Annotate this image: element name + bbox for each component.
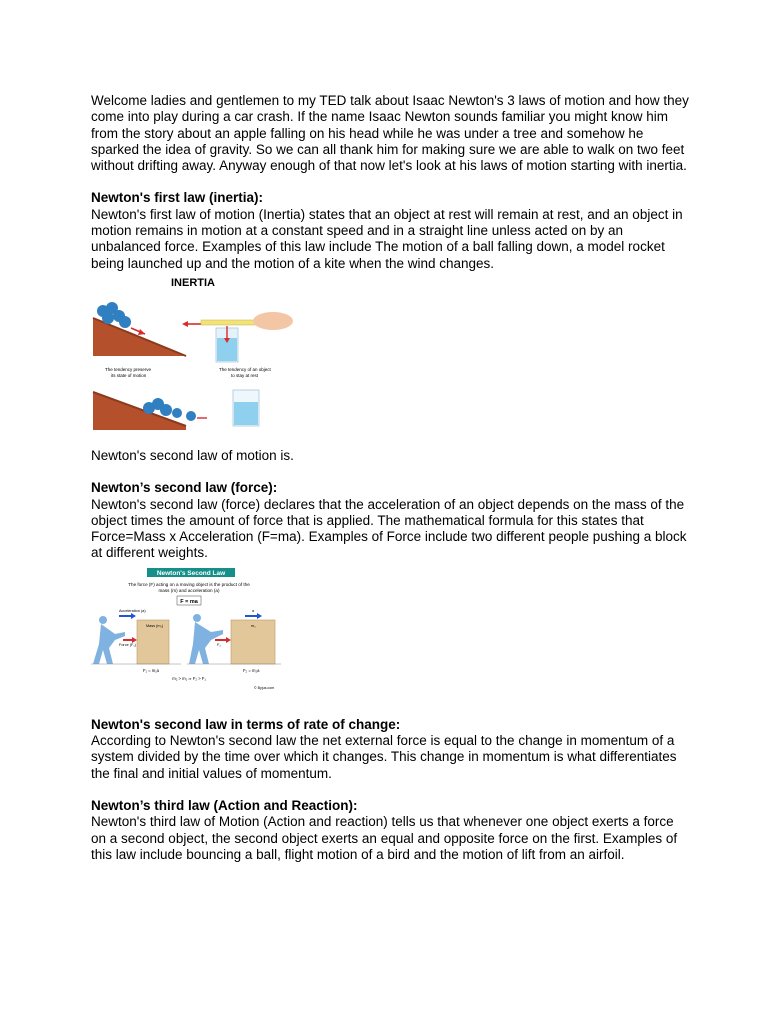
force-desc-2: mass (m) and acceleration (a) xyxy=(158,587,220,593)
inertia-figure xyxy=(91,278,297,430)
rate-body: According to Newton's second law the net external force is equal to the change in momentum of a system divided by the time over which it changes. This change in momentum is what differentiates the final and initial values of momentum. xyxy=(91,733,677,781)
arrow-head xyxy=(182,321,188,327)
compare-text: m₂ > m₁ ⇒ F₂ > F₁ xyxy=(172,675,206,681)
ball xyxy=(160,404,172,416)
arrow-head xyxy=(226,637,231,643)
ball xyxy=(186,411,196,421)
caption-right-1: The tendency of an object xyxy=(219,366,271,372)
inertia-title: INERTIA xyxy=(171,277,215,289)
force-figure xyxy=(91,568,281,695)
force-formula: F = ma xyxy=(180,598,198,605)
accel-label: Acceleration (a) xyxy=(119,608,146,613)
third-law-heading: Newton’s third law (Action and Reaction): xyxy=(91,797,358,813)
eq-right: F₂ = m₂a xyxy=(243,667,260,673)
force-title: Newton's Second Law xyxy=(156,569,226,577)
a-label: a xyxy=(252,608,255,613)
rate-heading: Newton's second law in terms of rate of change: xyxy=(91,716,401,732)
first-law-heading: Newton's first law (inertia): xyxy=(91,190,263,206)
arrow-head xyxy=(131,613,136,619)
mass2-label: m₂ xyxy=(251,623,256,628)
hand-icon xyxy=(253,312,293,330)
mass-label: Mass (m₁) xyxy=(146,623,164,628)
caption-right-2: to stay at rest xyxy=(231,372,259,378)
person-head xyxy=(99,616,107,624)
f2-label: F₂ xyxy=(217,642,221,647)
ball xyxy=(119,316,131,328)
arrow-head xyxy=(257,613,262,619)
first-law-body: Newton's first law of motion (Inertia) states that an object at rest will remain at rest, and an object in motion remains in motion at a constant speed and in a straight line unless acted on by an unbalanced force. Examples of this law include The motion of a ball falling down, a model rocket being launched up and the motion of a kite when the wind changes. xyxy=(91,206,683,271)
third-law-body: Newton's third law of Motion (Action and reaction) tells us that whenever one object exerts a force on a second object, the second object exerts an equal and opposite force on the first. Examples of this law include bouncing a ball, flight motion of a bird and the motion of lift from an airfoil. xyxy=(91,814,678,862)
ball xyxy=(102,312,114,324)
second-law-body: Newton's second law (force) declares that the acceleration of an object depends on the mass of the object times the amount of force that is applied. The mathematical formula for this states that Force=Mass x Acceleration (F=ma). Examples of Force include two different people pushing a block at different weights. xyxy=(91,496,687,561)
caption-left-1: The tendency preserve xyxy=(105,366,152,372)
arrow-head xyxy=(138,329,145,335)
second-law-heading: Newton’s second law (force): xyxy=(91,480,278,496)
water-rest xyxy=(234,402,258,425)
second-law-intro: Newton's second law of motion is. xyxy=(91,447,294,463)
force-label: Force (F₁) xyxy=(119,642,136,647)
ball xyxy=(172,408,182,418)
credit-text: © Byjus.com xyxy=(254,685,275,690)
force-desc-1: The force (F) acting on a moving object is the product of the xyxy=(128,581,250,587)
caption-left-2: its state of motion xyxy=(111,372,147,378)
person-head xyxy=(193,614,201,622)
document-page xyxy=(91,93,691,863)
intro-paragraph: Welcome ladies and gentlemen to my TED talk about Isaac Newton's 3 laws of motion and how they come into play during a car crash. If the name Isaac Newton sounds familiar you might know him from the story about an apple falling on his head while he was under a tree and somehow he sparked the idea of gravity. So we can all thank him for making sure we are able to walk on two feet without drifting away. Anyway enough of that now let's look at his laws of motion starting with inertia. xyxy=(91,93,689,174)
eq-left: F₁ = m₁a xyxy=(143,667,159,673)
